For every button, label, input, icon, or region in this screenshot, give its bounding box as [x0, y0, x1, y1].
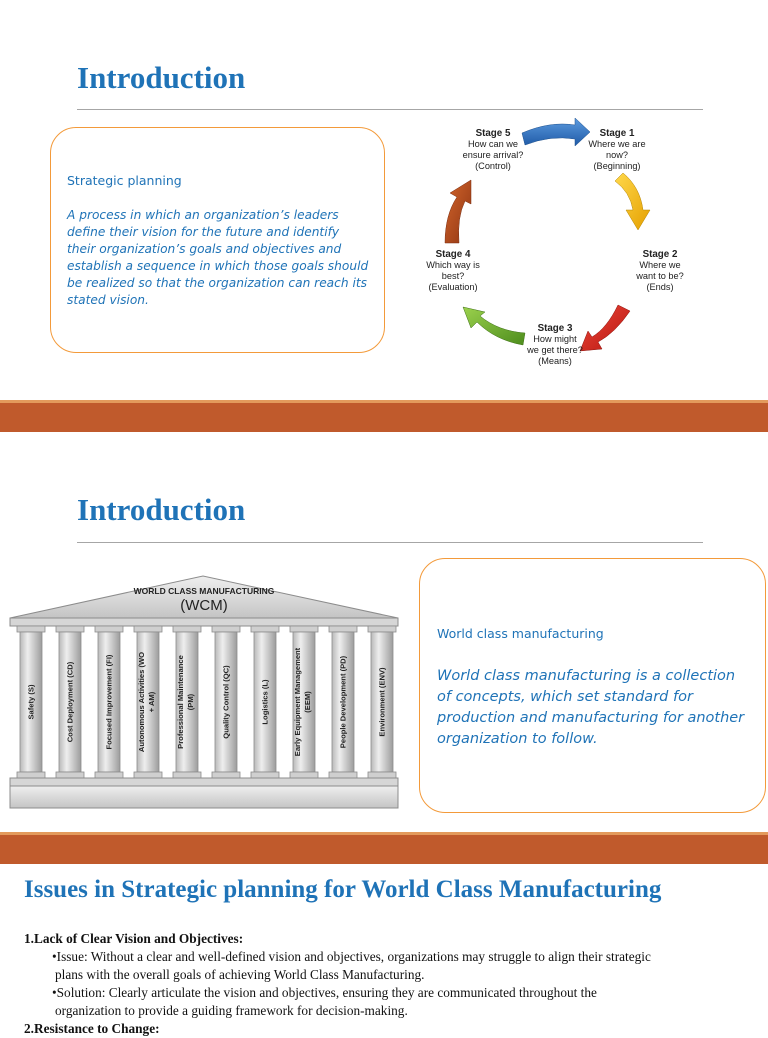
pillar-base	[290, 772, 318, 778]
pillar-capital	[173, 626, 201, 632]
slide-title: Introduction	[77, 60, 246, 95]
cycle-stage-2: Stage 2 Where we want to be? (Ends)	[636, 249, 684, 292]
slide-2	[0, 432, 768, 832]
pillar-label: Quality Control (QC)	[221, 665, 231, 739]
arrow-stage1-to-2	[615, 173, 650, 230]
issue-1-heading: 1.Lack of Clear Vision and Objectives:	[24, 931, 244, 946]
pillar-base	[368, 772, 396, 778]
issue-1-issue-cont: plans with the overall goals of achieving World Class Manufacturing.	[55, 967, 425, 982]
box-heading: World class manufacturing	[437, 626, 604, 641]
pillar-base	[329, 772, 357, 778]
pillar-label: Environment (ENV)	[377, 667, 387, 737]
temple-base	[10, 786, 398, 808]
pillar-capital	[56, 626, 84, 632]
pillar-base	[17, 772, 45, 778]
pillar-base	[212, 772, 240, 778]
temple-title: WORLD CLASS MANUFACTURING	[133, 586, 275, 596]
pillar-capital	[17, 626, 45, 632]
pillar-label: Cost Deployment (CD)	[65, 661, 75, 743]
title-divider	[77, 542, 703, 543]
pillar-base	[95, 772, 123, 778]
slide-1	[0, 0, 768, 400]
cycle-stage-1: Stage 1 Where we are now? (Beginning)	[588, 128, 646, 171]
issue-1-solution-cont: organization to provide a guiding framework for decision-making.	[55, 1003, 408, 1018]
definition-box	[50, 127, 385, 353]
cycle-stage-4: Stage 4 Which way is best? (Evaluation)	[426, 249, 480, 292]
issue-1-solution: •Solution: Clearly articulate the vision and objectives, ensuring they are communicated throughout the	[52, 985, 597, 1000]
issue-2-heading: 2.Resistance to Change:	[24, 1021, 160, 1036]
slide-separator	[0, 400, 768, 432]
box-heading: Strategic planning	[67, 173, 182, 188]
temple-abbreviation: (WCM)	[180, 597, 228, 614]
pillar-capital	[134, 626, 162, 632]
pillar-label: People Development (PD)	[338, 655, 348, 749]
pillar-capital	[212, 626, 240, 632]
issue-1-issue: •Issue: Without a clear and well-defined vision and objectives, organizations may struggle to align their strategic	[52, 949, 651, 964]
pillar-base	[173, 772, 201, 778]
pillar-capital	[368, 626, 396, 632]
arrow-stage4-to-5	[445, 180, 471, 243]
pillar-label: Professional Maintenance	[176, 655, 185, 749]
pillar-base	[134, 772, 162, 778]
temple-architrave	[10, 618, 398, 626]
pillar-label: Logistics (L)	[260, 679, 270, 725]
slide-title: Introduction	[77, 492, 246, 527]
box-body: A process in which an organization’s leaders define their vision for the future and identify their organization’s goals and objectives and establish a sequence in which those goals should be realized so that the organization can reach its stated vision.	[67, 208, 369, 307]
definition-box	[419, 558, 766, 813]
temple-step-upper	[10, 778, 398, 786]
pillar-label: (PM)	[186, 693, 195, 711]
pillar-label: Focused Improvement (FI)	[104, 654, 114, 750]
pillar-label: Autonomous Activities (WO	[137, 651, 146, 753]
pillar-capital	[95, 626, 123, 632]
pillar-capital	[290, 626, 318, 632]
pillar-capital	[251, 626, 279, 632]
pillar-capital	[329, 626, 357, 632]
issues-list	[24, 930, 744, 1038]
slide-separator	[0, 832, 768, 864]
pillar-base	[56, 772, 84, 778]
pillar-label: + AM)	[147, 691, 156, 713]
pillar-label: Early Equipment Management	[293, 647, 302, 757]
pillar-label: Safety (S)	[26, 684, 36, 720]
cycle-stage-3: Stage 3 How might we get there? (Means)	[527, 323, 583, 366]
wcm-temple-diagram	[8, 572, 400, 812]
planning-cycle-diagram	[405, 115, 705, 380]
title-divider	[77, 109, 703, 110]
issues-title: Issues in Strategic planning for World Class Manufacturing	[24, 876, 662, 903]
pillar-label: (EEM)	[303, 691, 312, 713]
cycle-stage-5: Stage 5 How can we ensure arrival? (Control)	[462, 128, 524, 171]
box-body: World class manufacturing is a collection of concepts, which set standard for production and manufacturing for another organization to follow.	[437, 668, 745, 747]
pillar-base	[251, 772, 279, 778]
